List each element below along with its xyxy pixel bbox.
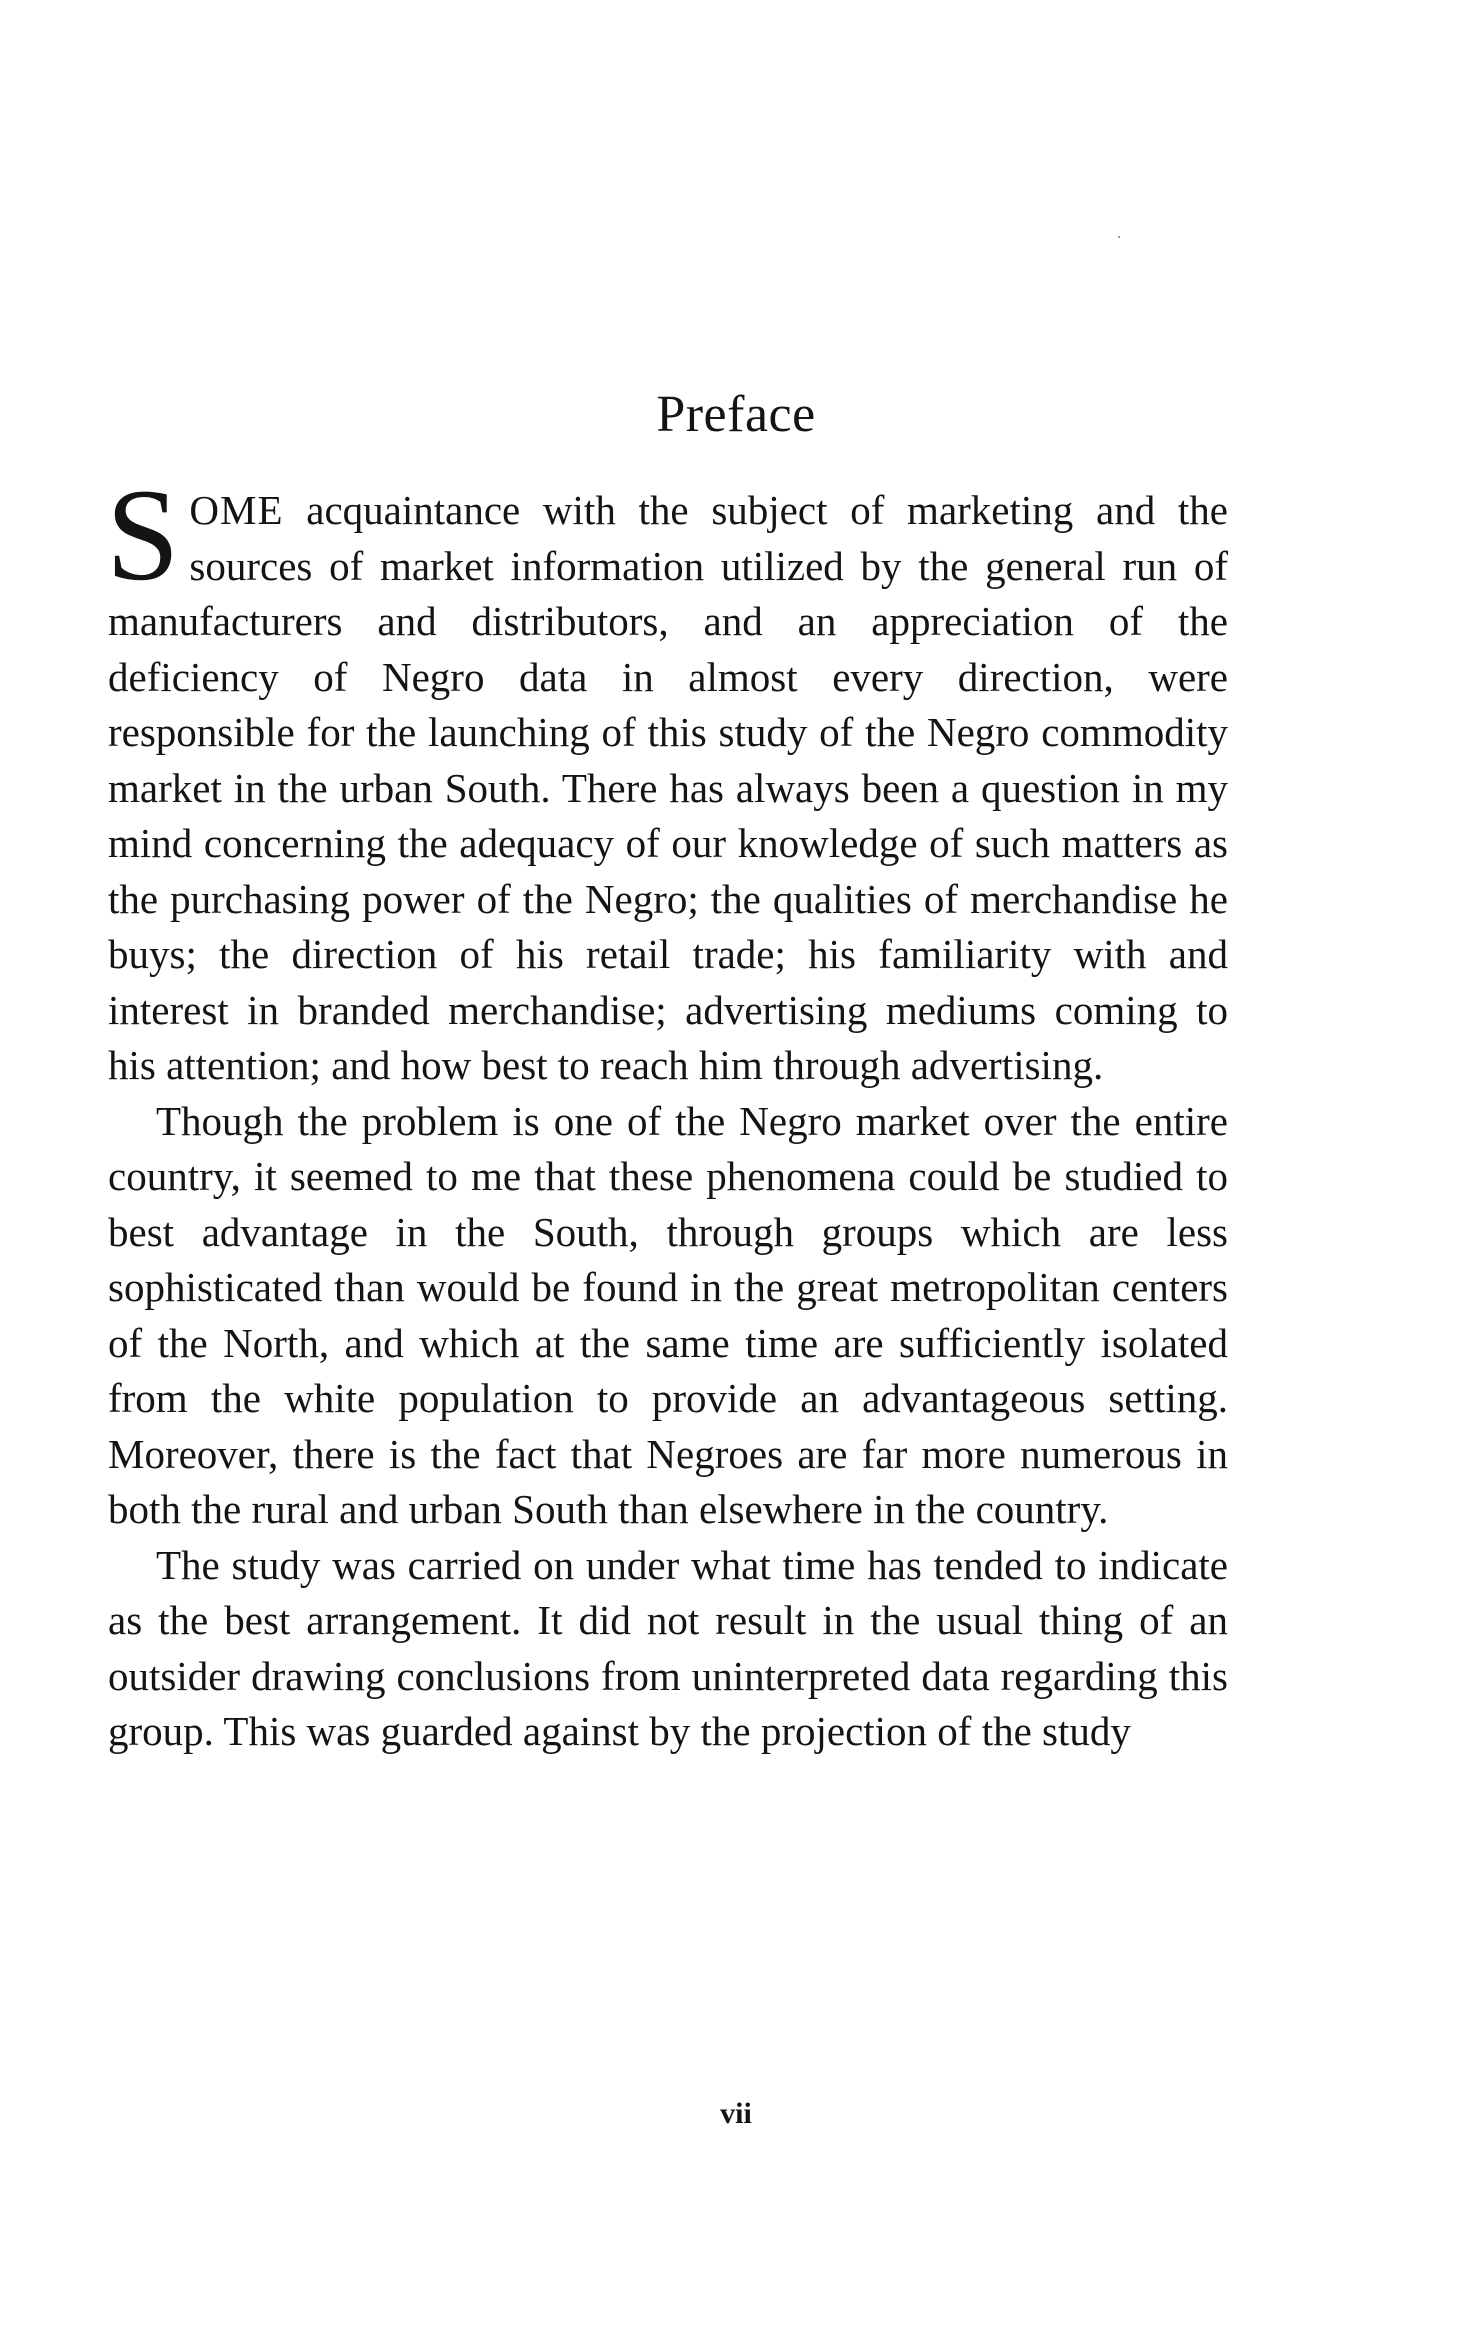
- page-title: Preface: [656, 386, 816, 443]
- lead-small-caps: OME: [189, 487, 284, 533]
- preface-body: [106, 461, 1228, 1760]
- paragraph-1-text: acquaintance with the subject of marketing and the sources of market information utilized by the general run of manufacturers and distributors, and an appreciation of the deficiency of Negro data in almost every direction, were responsible for the launching of this study of the Negro commodity market in the urban South. There has always been a question in my mind concerning the adequacy of our knowledge of such matters as the purchasing power of the Negro; the qualities of merchandise he buys; the direction of his retail trade; his familiarity with and interest in branded merchandise; advertising mediums coming to his attention; and how best to reach him through advertising.: [108, 487, 1228, 1088]
- paragraph-3: The study was carried on under what time has tended to indicate as the best arrangement. It did not result in the usual thing of an outsider drawing conclusions from uninterpreted data regarding this group. This was guarded against by the projection of the study: [108, 1541, 1228, 1754]
- paragraph-1: [106, 461, 1228, 1094]
- scan-speck: [1118, 236, 1120, 238]
- paragraph-2: Though the problem is one of the Negro market over the entire country, it seemed to me that these phenomena could be studied to best advantage in the South, through groups which are less sophisticated than would be found in the great metropolitan centers of the North, and which at the same time are sufficiently isolated from the white population to provide an advantageous setting. Moreover, there is the fact that Negroes are far more numerous in both the rural and urban South than elsewhere in the country.: [108, 1097, 1228, 1532]
- drop-cap: S: [106, 461, 180, 608]
- page-number: vii: [720, 2097, 752, 2130]
